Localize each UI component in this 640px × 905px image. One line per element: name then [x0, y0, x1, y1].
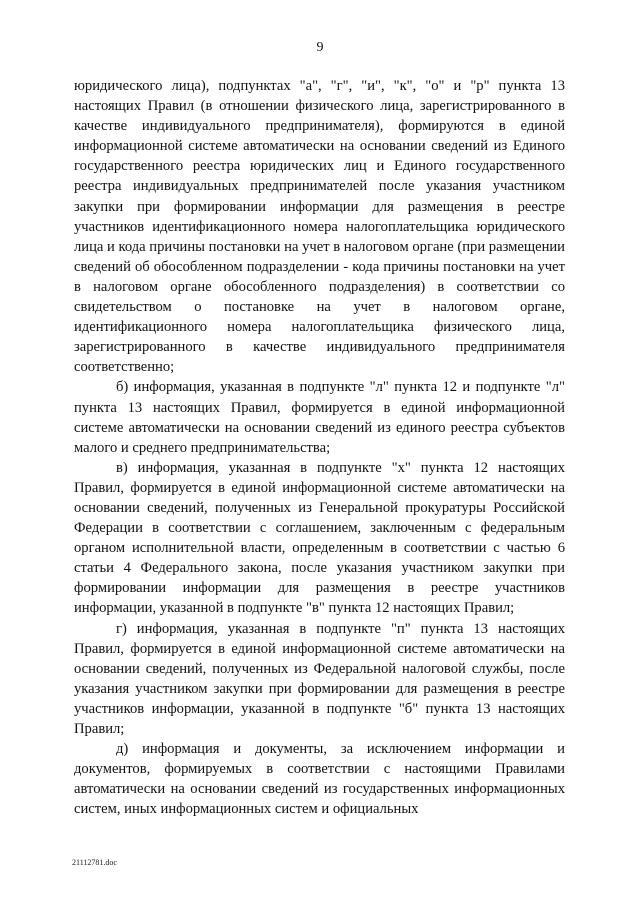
paragraph-continuation: юридического лица), подпунктах "а", "г", "и", "к", "о" и "р" пункта 13 настоящих Правил (в отношении физического лица, зарегистрированного в качестве индивидуального предпринимателя), формируются в единой информационной системе автоматически на основании сведений из Единого государственного реестра юридических лиц и Единого государственного реестра индивидуальных предпринимателей после указания участником закупки при формировании информации для размещения в реестре участников идентификационного номера налогоплательщика юридического лица и кода причины постановки на учет в налоговом органе (при размещении сведений об обособленном подразделении - кода причины постановки на учет в налоговом органе обособленного подразделения) в соответствии со свидетельством о постановке на учет в налоговом органе, идентификационного номера налогоплательщика физического лица, зарегистрированного в качестве индивидуального предпринимателя соответственно;: [74, 78, 565, 376]
footer-document-name: 21112781.doc: [72, 858, 117, 867]
document-body: [74, 76, 565, 819]
paragraph-item-b: б) информация, указанная в подпункте "л" пункта 12 и подпункте "л" пункта 13 настоящих Правил, формируется в единой информационной системе автоматически на основании сведений из единого реестра субъектов малого и среднего предпринимательства;: [74, 379, 565, 456]
paragraph-item-v: в) информация, указанная в подпункте "х" пункта 12 настоящих Правил, формируется в единой информационной системе автоматически на основании сведений, полученных из Генеральной прокуратуры Российской Федерации в соответствии с соглашением, заключенным с федеральным органом исполнительной власти, определенным в соответствии с частью 6 статьи 4 Федерального закона, после указания участником закупки при формировании информации для размещения в реестре участников информации, указанной в подпункте "в" пункта 12 настоящих Правил;: [74, 459, 565, 617]
paragraph-item-d: д) информация и документы, за исключением информации и документов, формируемых в соответствии с настоящими Правилами автоматически на основании сведений из государственных информационных систем, иных информационных систем и официальных: [74, 741, 565, 818]
page-number: 9: [316, 40, 324, 55]
paragraph-item-g: г) информация, указанная в подпункте "п" пункта 13 настоящих Правил, формируется в единой информационной системе автоматически на основании сведений, полученных из Федеральной налоговой службы, после указания участником закупки при формировании для размещения в реестре участников информации, указанной в подпункте "б" пункта 13 настоящих Правил;: [74, 620, 565, 737]
